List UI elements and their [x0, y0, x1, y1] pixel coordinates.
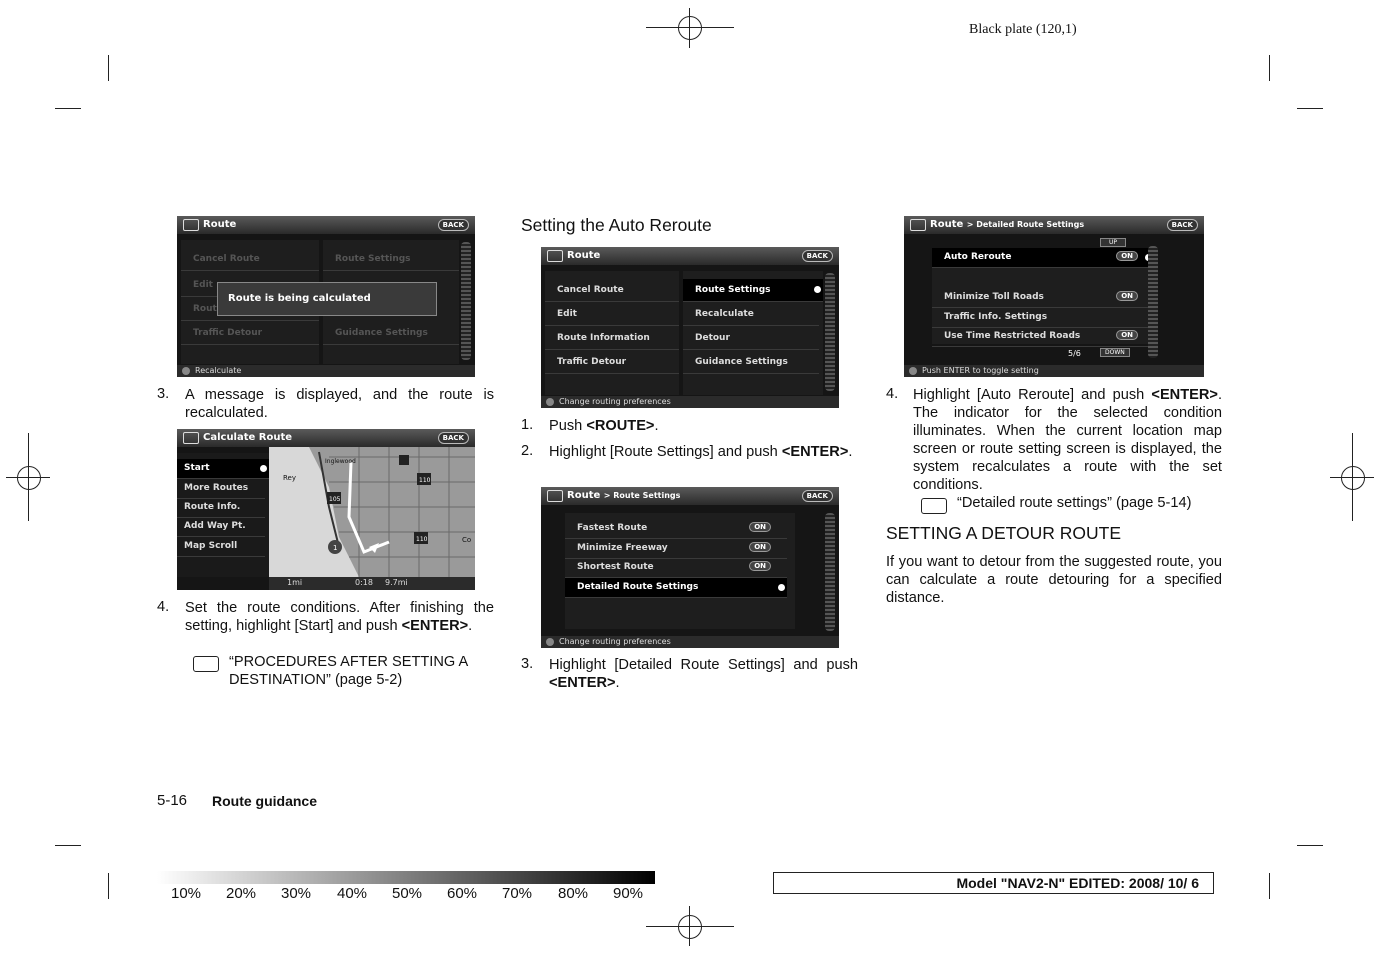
left-menu-panel [545, 271, 679, 395]
route-menu-panel [177, 453, 269, 577]
setting-fastest-route[interactable]: Fastest Route ON [565, 519, 787, 539]
page-number: 5-16 [157, 792, 188, 809]
toggle-indicator: ON [1116, 330, 1138, 340]
back-button[interactable]: BACK [802, 490, 833, 502]
setting-detailed-route-settings[interactable]: Detailed Route Settings [565, 578, 787, 598]
toggle-indicator: ON [1116, 291, 1138, 301]
info-icon [909, 367, 917, 375]
route-menu-screen [541, 247, 839, 408]
menu-item-traffic-detour[interactable]: Traffic Detour [545, 351, 679, 374]
map-scale: 1mi [287, 578, 303, 587]
menu-item[interactable]: Rout [181, 298, 319, 321]
settings-panel [932, 248, 1158, 344]
page-up-button[interactable]: UP [1100, 238, 1126, 247]
setting-time-restricted-roads[interactable]: Use Time Restricted Roads ON [932, 327, 1154, 347]
menu-item[interactable]: Route Settings [323, 248, 459, 271]
setting-traffic-info[interactable]: Traffic Info. Settings [932, 308, 1154, 328]
setting-minimize-freeway[interactable]: Minimize Freeway ON [565, 539, 787, 559]
menu-item[interactable]: Edit [181, 274, 319, 297]
map-label: Rey [283, 474, 296, 482]
calculating-popup: Route is being calculated [217, 282, 437, 316]
screen-title-bar [541, 487, 839, 505]
menu-item-cancel-route[interactable]: Cancel Route [545, 279, 679, 302]
map-label: Co [462, 536, 472, 544]
setting-auto-reroute[interactable]: Auto Reroute ON [932, 248, 1154, 268]
status-bar: Change routing preferences [541, 396, 839, 408]
percent-label: 30% [281, 885, 312, 902]
step-number: 1. [521, 417, 534, 433]
map-label: 110 [416, 536, 428, 543]
map-label: Inglewood [325, 458, 356, 465]
registration-circle [678, 915, 702, 939]
screen-title-bar [904, 216, 1204, 234]
scrollbar[interactable] [461, 242, 471, 360]
page-down-button[interactable]: DOWN [1100, 348, 1130, 357]
back-button[interactable]: BACK [802, 250, 833, 262]
map-status-bar [269, 577, 475, 590]
model-box: Model "NAV2-N" EDITED: 2008/ 10/ 6 [773, 872, 1214, 894]
section-heading: Setting the Auto Reroute [521, 215, 712, 235]
screen-title-bar [177, 216, 475, 234]
registration-circle [1341, 466, 1365, 490]
toggle-indicator: ON [749, 561, 771, 571]
map-label: 1 [333, 544, 338, 552]
route-time: 0:18 [355, 578, 373, 587]
step-text: Highlight [Route Settings] and push <ENTER>. [549, 444, 853, 460]
cross-reference[interactable]: “PROCEDURES AFTER SETTING A DESTINATION” (page 5-2) [229, 654, 468, 688]
screen-title-bar [177, 429, 475, 447]
toggle-indicator: ON [749, 542, 771, 552]
step-text: Highlight [Detailed Route Settings] and push <ENTER>. [549, 657, 858, 691]
setting-shortest-route[interactable]: Shortest Route ON [565, 558, 787, 578]
back-button[interactable]: BACK [438, 432, 469, 444]
registration-circle [17, 466, 41, 490]
step-text: Highlight [Auto Reroute] and push <ENTER>. The indicator for the selected condition illuminates. When the current location map screen or route setting screen is displayed, the system recalculates a route with the set conditions. [913, 387, 1222, 493]
nav-icon [183, 219, 199, 231]
step-number: 3. [521, 656, 534, 672]
map-label: 105 [329, 496, 341, 503]
menu-item-route-settings[interactable]: Route Settings [683, 279, 823, 302]
registration-circle [678, 16, 702, 40]
setting-minimize-toll-roads[interactable]: Minimize Toll Roads ON [932, 288, 1154, 308]
cross-reference[interactable]: “Detailed route settings” (page 5-14) [957, 495, 1192, 511]
info-icon [546, 638, 554, 646]
menu-item[interactable]: Route Info. [177, 498, 265, 518]
nav-icon [547, 250, 563, 262]
toggle-indicator: ON [749, 522, 771, 532]
toggle-indicator: ON [1116, 251, 1138, 261]
scrollbar[interactable] [825, 273, 835, 391]
step-text: Set the route conditions. After finishing the setting, highlight [Start] and push <ENTER>. [185, 600, 494, 634]
gray-scale-bar [157, 871, 655, 884]
back-button[interactable]: BACK [438, 219, 469, 231]
menu-item[interactable]: Traffic Detour [181, 322, 319, 345]
scrollbar[interactable] [825, 513, 835, 631]
route-settings-screen [541, 487, 839, 648]
status-bar: Change routing preferences [541, 636, 839, 648]
nav-icon [910, 219, 926, 231]
menu-item-detour[interactable]: Detour [683, 327, 819, 350]
step-number: 2. [521, 443, 534, 459]
screen-title: Calculate Route [203, 432, 293, 443]
crop-mark [108, 55, 109, 81]
plate-label: Black plate (120,1) [969, 22, 1077, 37]
menu-item[interactable]: Map Scroll [177, 537, 265, 557]
screen-title: Route > Detailed Route Settings [930, 219, 1085, 230]
detailed-route-settings-screen [904, 216, 1204, 377]
step-text: A message is displayed, and the route is recalculated. [185, 387, 494, 421]
route-map[interactable] [269, 447, 475, 577]
destination-flag-icon [399, 455, 409, 465]
step-text: Push <ROUTE>. [549, 418, 659, 434]
menu-item[interactable]: Add Way Pt. [177, 517, 265, 537]
screen-title: Route [203, 219, 237, 230]
percent-label: 80% [558, 885, 589, 902]
percent-label: 90% [613, 885, 644, 902]
percent-label: 20% [226, 885, 257, 902]
crop-mark [1297, 845, 1323, 846]
menu-item-guidance-settings[interactable]: Guidance Settings [683, 351, 819, 374]
screen-title: Route [567, 250, 601, 261]
screen-title: Route > Route Settings [567, 490, 681, 501]
info-icon [182, 367, 190, 375]
info-icon [546, 398, 554, 406]
crop-mark [1269, 55, 1270, 81]
page-indicator: 5/6 [1068, 349, 1081, 358]
status-bar: Recalculate [177, 365, 475, 377]
step-number: 4. [886, 386, 899, 402]
crop-mark [1297, 108, 1323, 109]
map-label: 110 [419, 477, 431, 484]
settings-panel [565, 513, 795, 629]
crop-mark [108, 873, 109, 899]
calculate-route-screen [177, 429, 475, 590]
paragraph: If you want to detour from the suggested route, you can calculate a route detouring for a specified distance. [886, 554, 1222, 606]
crop-mark [1269, 873, 1270, 899]
right-menu-panel [683, 271, 823, 395]
step-number: 3. [157, 386, 170, 402]
percent-label: 40% [337, 885, 368, 902]
percent-label: 50% [392, 885, 423, 902]
crop-mark [55, 108, 81, 109]
status-bar: Push ENTER to toggle setting [904, 365, 1204, 377]
percent-label: 10% [171, 885, 202, 902]
nav-icon [547, 490, 563, 502]
nav-icon [183, 432, 199, 444]
menu-item[interactable]: Guidance Settings [323, 322, 459, 345]
screen-title-bar [541, 247, 839, 265]
route-calculating-screen [177, 216, 475, 377]
menu-item-start[interactable]: Start [177, 459, 269, 479]
menu-item[interactable]: More Routes [177, 479, 265, 499]
section-heading: SETTING A DETOUR ROUTE [886, 523, 1121, 543]
percent-label: 60% [447, 885, 478, 902]
step-number: 4. [157, 599, 170, 615]
route-distance: 9.7mi [385, 578, 408, 587]
back-button[interactable]: BACK [1167, 219, 1198, 231]
menu-item-edit[interactable]: Edit [545, 303, 679, 326]
scrollbar[interactable] [1148, 246, 1158, 358]
menu-item-recalculate[interactable]: Recalculate [683, 303, 819, 326]
menu-item-route-information[interactable]: Route Information [545, 327, 679, 350]
section-name: Route guidance [212, 793, 318, 809]
menu-item[interactable]: Cancel Route [181, 248, 319, 271]
reference-hand-icon [193, 656, 219, 672]
reference-hand-icon [921, 498, 947, 514]
percent-label: 70% [502, 885, 533, 902]
crop-mark [55, 845, 81, 846]
